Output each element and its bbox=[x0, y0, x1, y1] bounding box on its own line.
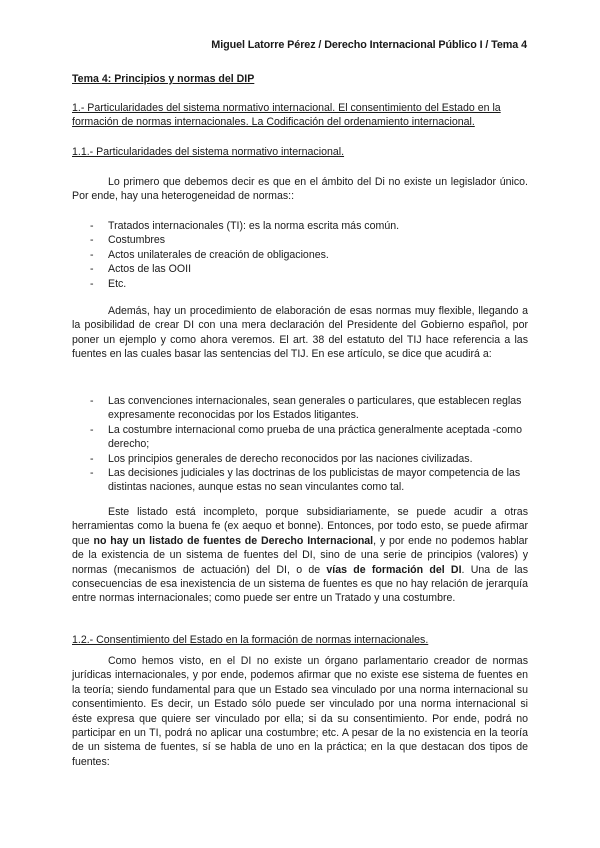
list-item: - Actos de las OOII bbox=[72, 262, 528, 276]
paragraph-4: Como hemos visto, en el DI no existe un órgano parlamentario creador de normas jurídicas internacionales, y por ende, podemos afirmar que no existe ese sistema de fuentes en la teoría; siendo fundamental para que un Estado sea vinculado por una norma internacional su consentimiento. Es decir, un Estado sólo puede ser vinculado por una norma internacional si éste expresa que quiere ser vinculado por ella; si da su consentimiento. Por ende, podrá no participar en un TI, podrá no aplicar una costumbre; etc. A pesar de la no existencia en la teoría de un sistema de fuentes, sí se habla de uno en la práctica; en la que destacan dos tipos de fuentes: bbox=[72, 655, 528, 768]
paragraph-3 bbox=[72, 505, 528, 606]
bold-emphasis: no hay un listado de fuentes de Derecho Internacional bbox=[93, 534, 374, 547]
paragraph-2: Además, hay un procedimiento de elaboración de esas normas muy flexible, llegando a la posibilidad de crear DI con una mera declaración del Presidente del Gobierno español, por poner un ejemplo y como ahora veremos. El art. 38 del estatuto del TIJ hace referencia a las fuentes en las cuales basar las sentencias del TIJ. En ese artículo, se dice que acudirá a: bbox=[72, 305, 528, 361]
tema-title: Tema 4: Principios y normas del DIP bbox=[72, 73, 255, 85]
running-header: Miguel Latorre Pérez / Derecho Internacional Público I / Tema 4 bbox=[211, 39, 527, 51]
normas-list bbox=[72, 219, 528, 291]
section-1-heading: 1.- Particularidades del sistema normativo internacional. El consentimiento del Estado en la formación de normas internacionales. La Codificación del ordenamiento internacional. bbox=[72, 102, 501, 129]
list-item: - Tratados internacionales (TI): es la norma escrita más común. bbox=[72, 219, 528, 233]
fuentes-tij-list bbox=[72, 394, 528, 495]
section-1-1-heading: 1.1.- Particularidades del sistema normativo internacional. bbox=[72, 146, 345, 158]
list-item: - Los principios generales de derecho reconocidos por las naciones civilizadas. bbox=[72, 452, 528, 466]
section-1-2-heading: 1.2.- Consentimiento del Estado en la formación de normas internacionales. bbox=[72, 634, 429, 646]
paragraph-1: Lo primero que debemos decir es que en el ámbito del Di no existe un legislador único. Por ende, hay una heterogeneidad de normas:: bbox=[72, 176, 528, 203]
list-item: - Etc. bbox=[72, 277, 528, 291]
list-item: - Actos unilaterales de creación de obligaciones. bbox=[72, 248, 528, 262]
text-run: , y por ende no podemos hablar de la existencia de un sistema de fuentes del DI, sino de una serie de principios (valores) y normas (mecanismos de actuación) del DI, o de bbox=[72, 534, 529, 576]
bold-emphasis: vías de formación del DI bbox=[326, 563, 462, 576]
list-item: - La costumbre internacional como prueba de una práctica generalmente aceptada -como derecho; bbox=[72, 423, 528, 452]
list-item: - Las decisiones judiciales y las doctrinas de los publicistas de mayor competencia de las distintas naciones, aunque estas no sean vinculantes como tal. bbox=[72, 466, 528, 495]
list-item: - Costumbres bbox=[72, 233, 528, 247]
list-item: - Las convenciones internacionales, sean generales o particulares, que establecen reglas expresamente reconocidas por los Estados litigantes. bbox=[72, 394, 528, 423]
text-run: . Una de las consecuencias de esa inexistencia de un sistema de fuentes es que no hay relación de jerarquía entre normas internacionales; como puede ser entre un Tratado y una costumbre. bbox=[72, 563, 528, 605]
text-run: Este listado está incompleto, porque subsidiariamente, se puede acudir a otras herramientas como la buena fe (ex aequo et bonne). Entonces, por todo esto, se puede afirmar que bbox=[72, 506, 528, 547]
